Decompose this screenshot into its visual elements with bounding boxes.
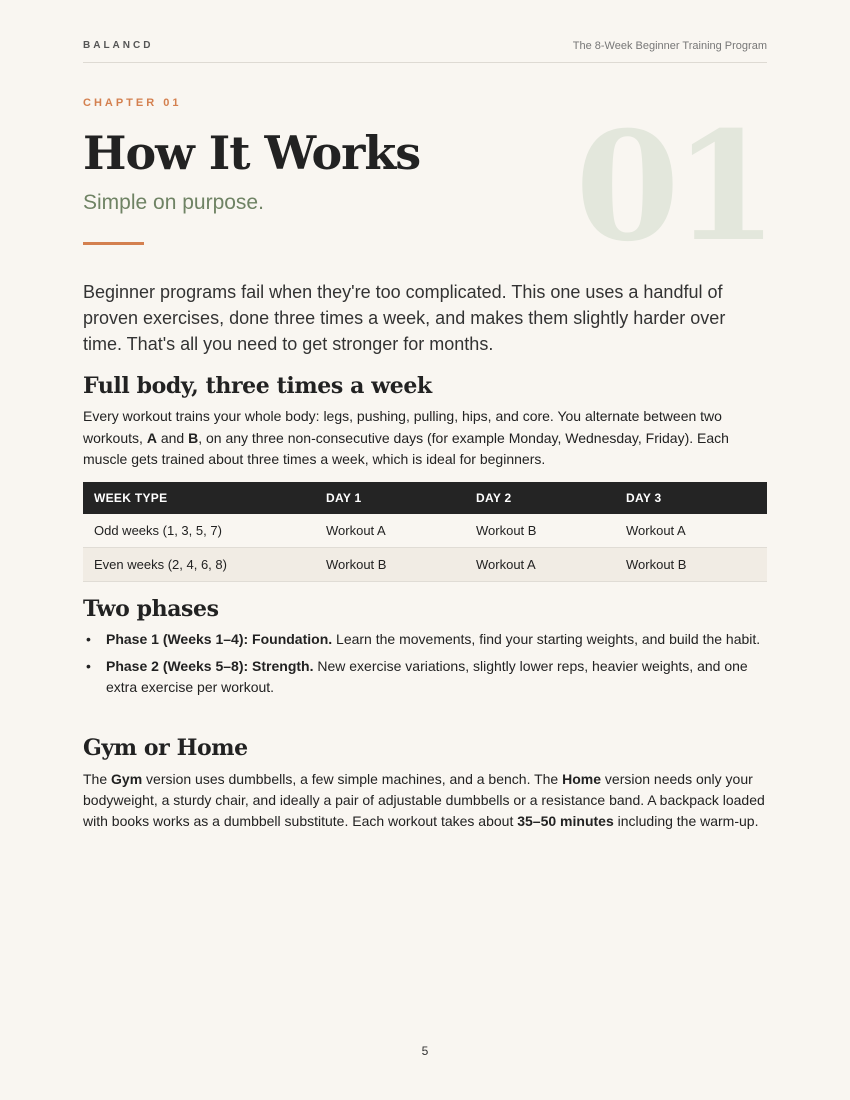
- document-title: The 8-Week Beginner Training Program: [572, 40, 767, 52]
- chapter-subtitle: Simple on purpose.: [83, 191, 264, 214]
- chapter-number-watermark: 01: [575, 99, 772, 275]
- table-row: [83, 514, 767, 548]
- section-title-full-body: Full body, three times a week: [83, 373, 432, 399]
- text-run: The: [83, 771, 112, 787]
- section-title-two-phases: Two phases: [83, 596, 219, 622]
- weekly-schedule-table: [83, 482, 767, 582]
- bold-text-run: 35–50 minutes: [517, 813, 614, 830]
- list-item: [83, 629, 767, 651]
- text-run: Every workout trains your whole body: legs, pushing, pulling, hips, and core. You alternate between two workouts,: [83, 408, 722, 446]
- section-body-full-body: [83, 406, 767, 471]
- column-header: DAY 2: [476, 491, 512, 505]
- chapter-title: How It Works: [83, 126, 421, 180]
- bold-text-run: Phase 1 (Weeks 1–4): Foundation.: [106, 631, 333, 647]
- bold-text-run: B: [188, 429, 199, 446]
- table-cell: Workout B: [315, 548, 465, 582]
- table-cell: Odd weeks (1, 3, 5, 7): [83, 514, 315, 548]
- table-cell: Workout B: [465, 514, 615, 548]
- table-cell: Workout A: [465, 548, 615, 582]
- text-run: version needs only your bodyweight, a sturdy chair, and ideally a pair of adjustable dumbbells or a resistance band. A backpack loaded with books works as a dumbbell substitute. Each workout takes about: [83, 771, 765, 830]
- table-header-row: [83, 482, 767, 514]
- text-run: version uses dumbbells, a few simple machines, and a bench. The: [142, 771, 563, 787]
- page-header: [83, 40, 767, 63]
- bold-text-run: Phase 2 (Weeks 5–8): Strength.: [106, 657, 314, 674]
- brand-logo-text: BALANCD: [83, 40, 154, 51]
- chapter-label: CHAPTER 01: [83, 97, 182, 109]
- table-cell: Even weeks (2, 4, 6, 8): [83, 548, 315, 582]
- text-run: Learn the movements, find your starting weights, and build the habit.: [332, 631, 761, 647]
- accent-rule: [83, 242, 144, 245]
- table-row: [83, 548, 767, 582]
- bold-text-run: Gym: [111, 771, 143, 787]
- intro-paragraph: Beginner programs fail when they're too complicated. This one uses a handful of proven exercises, done three times a week, and makes them slightly harder over time. That's all you need to get stronger for months.: [83, 282, 726, 354]
- list-item: [83, 656, 767, 699]
- text-run: and: [156, 429, 189, 446]
- table-cell: Workout A: [315, 514, 465, 548]
- text-run: including the warm-up.: [613, 813, 759, 830]
- text-run: , on any three non-consecutive days (for example Monday, Wednesday, Friday). Each muscle gets trained about three times a week, which is ideal for beginners.: [83, 429, 729, 467]
- column-header: DAY 1: [326, 491, 362, 505]
- section-title-gym-or-home: Gym or Home: [83, 735, 248, 761]
- table-cell: Workout A: [615, 514, 767, 548]
- page-number: 5: [421, 1044, 429, 1058]
- bold-text-run: A: [146, 429, 157, 446]
- table-cell: Workout B: [615, 548, 767, 582]
- bold-text-run: Home: [562, 771, 602, 787]
- column-header: WEEK TYPE: [94, 491, 168, 505]
- column-header: DAY 3: [626, 491, 662, 505]
- phase-list: [83, 629, 767, 704]
- section-body-gym-or-home: [83, 769, 767, 833]
- text-run: New exercise variations, slightly lower reps, heavier weights, and one extra exercise per workout.: [106, 657, 748, 695]
